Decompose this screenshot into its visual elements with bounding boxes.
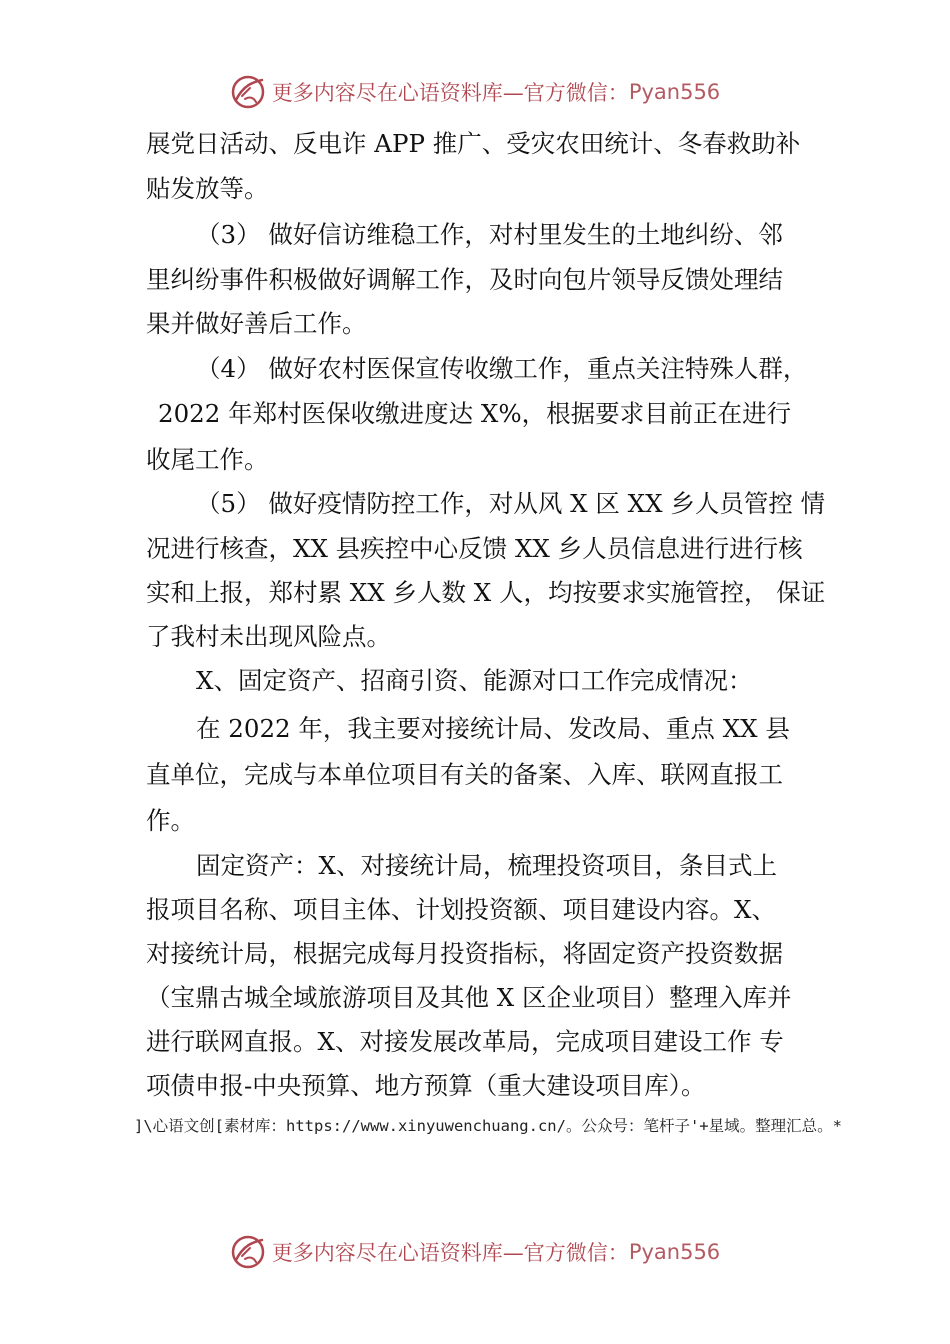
text-line: 项债申报-中央预算、地方预算（重大建设项目库）。 <box>146 1071 706 1100</box>
banner-text: 更多内容尽在心语资料库—官方微信： <box>271 1241 629 1265</box>
source-note: ]\心语文创[素材库：https://www.xinyuwenchuang.cn/。公众号：笔杆子'+星域。整理汇总。* <box>134 1117 842 1135</box>
text-line: 贴发放等。 <box>146 174 269 203</box>
text-line: （4） 做好农村医保宣传收缴工作，重点关注特殊人群， <box>196 354 808 383</box>
text-line: （5） 做好疫情防控工作，对从风 X 区 XX 乡人员管控 情 <box>196 489 826 518</box>
banner-wechat-id: Pyan556 <box>628 1240 721 1264</box>
text-line: 直单位，完成与本单位项目有关的备案、入库、联网直报工 <box>146 760 783 789</box>
text-line: 收尾工作。 <box>146 445 269 474</box>
text-line: 报项目名称、项目主体、计划投资额、项目建设内容。X、 <box>146 895 776 924</box>
text-line: 了我村未出现风险点。 <box>146 622 391 651</box>
text-line: 固定资产：X、对接统计局，梳理投资项目，条目式上 <box>196 851 777 880</box>
text-line: （宝鼎古城全域旅游项目及其他 X 区企业项目）整理入库并 <box>146 983 792 1012</box>
banner-wechat-id: Pyan556 <box>628 80 721 104</box>
text-line: 展党日活动、反电诈 APP 推广、受灾农田统计、冬春救助补 <box>146 129 801 158</box>
banner-text: 更多内容尽在心语资料库—官方微信： <box>271 81 629 105</box>
logo-icon <box>230 1234 266 1270</box>
text-line: 里纠纷事件积极做好调解工作，及时向包片领导反馈处理结 <box>146 265 783 294</box>
text-line: 况进行核查，XX 县疾控中心反馈 XX 乡人员信息进行进行核 <box>146 534 803 563</box>
text-line: 进行联网直报。X、对接发展改革局，完成项目建设工作 专 <box>146 1027 784 1056</box>
text-line: 在 2022 年，我主要对接统计局、发改局、重点 XX 县 <box>196 714 790 743</box>
text-line: 2022 年郑村医保收缴进度达 X%，根据要求目前正在进行 <box>158 399 792 428</box>
text-line: 对接统计局，根据完成每月投资指标，将固定资产投资数据 <box>146 939 783 968</box>
text-line: 作。 <box>146 806 195 835</box>
text-line: 果并做好善后工作。 <box>146 309 367 338</box>
footer-banner <box>0 1232 950 1272</box>
text-line: 实和上报，郑村累 XX 乡人数 X 人，均按要求实施管控， 保证 <box>146 578 826 607</box>
section-heading: X、固定资产、招商引资、能源对口工作完成情况： <box>196 666 753 695</box>
text-line: （3） 做好信访维稳工作，对村里发生的土地纠纷、邻 <box>196 220 783 249</box>
